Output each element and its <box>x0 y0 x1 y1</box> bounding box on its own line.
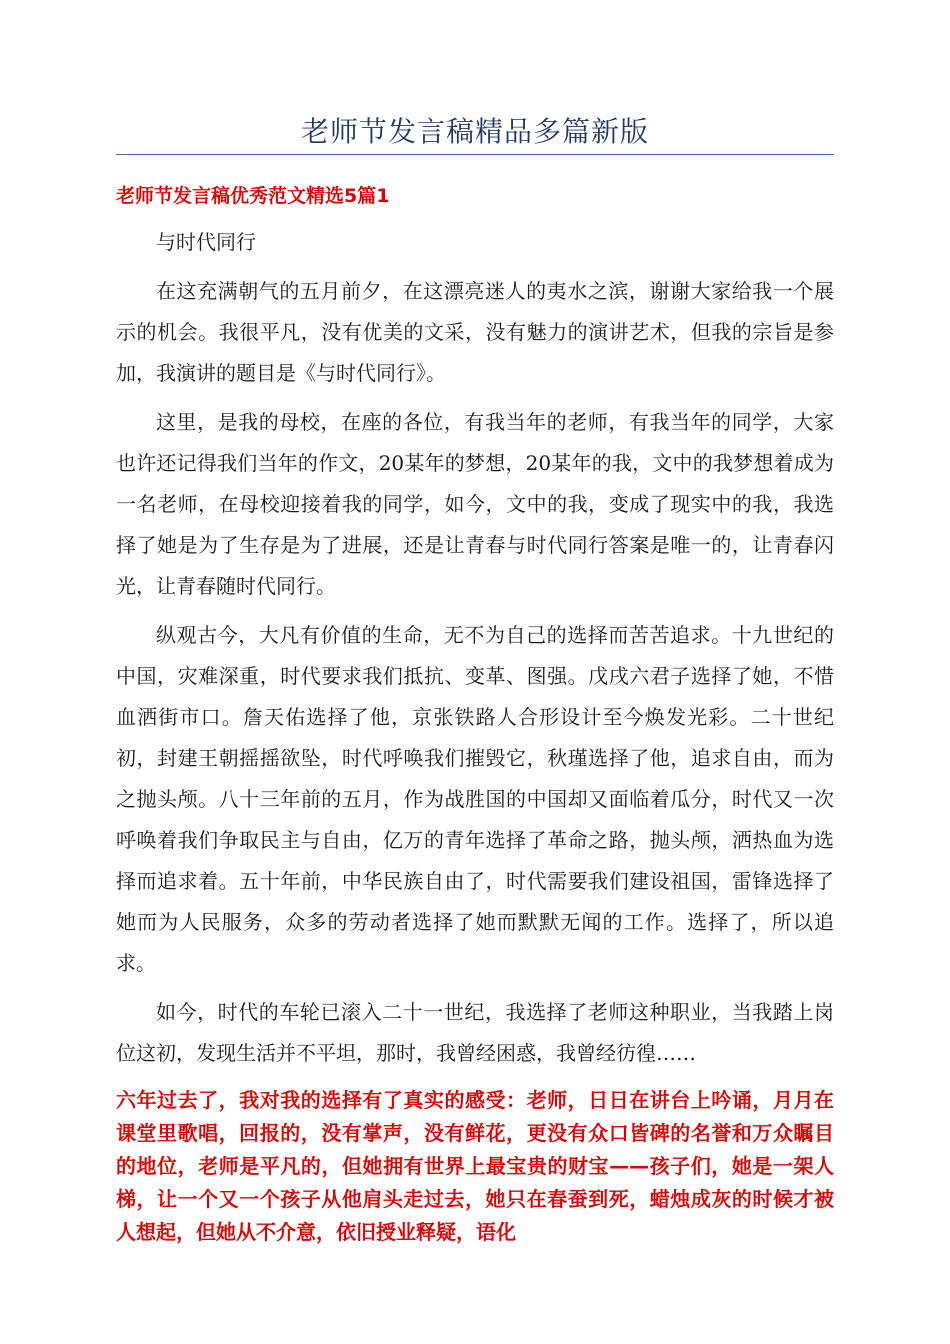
document-title: 老师节发言稿精品多篇新版 <box>300 115 649 148</box>
section-heading: 老师节发言稿优秀范文精选5篇1 <box>116 185 390 207</box>
highlight-paragraph: 六年过去了，我对我的选择有了真实的感受：老师，日日在讲台上吟诵，月月在课堂里歌唱，回报的，没有掌声，没有鲜花，更没有众口皆碑的名誉和万众瞩目的地位，老师是平凡的，但她拥有世界上最宝贵的财宝——孩子们，她是一架人梯，让一个又一个孩子从他肩头走过去，她只在春蚕到死，蜡烛成灰的时候才被人想起，但她从不介意，依旧授业释疑，语化 <box>116 1088 834 1244</box>
speech-title: 与时代同行 <box>156 230 256 254</box>
title-divider <box>116 154 834 155</box>
paragraph-3: 纵观古今，大凡有价值的生命，无不为自己的选择而苦苦追求。十九世纪的中国，灾难深重，时代要求我们抵抗、变革、图强。戊戌六君子选择了她，不惜血洒街市口。詹天佑选择了他，京张铁路人合形设计至今焕发光彩。二十世纪初，封建王朝摇摇欲坠，时代呼唤我们摧毁它，秋瑾选择了他，追求自由，而为之抛头颅。八十三年前的五月，作为战胜国的中国却又面临着瓜分，时代又一次呼唤着我们争取民主与自由，亿万的青年选择了革命之路，抛头颅，洒热血为选择而追求着。五十年前，中华民族自由了，时代需要我们建设祖国，雷锋选择了她而为人民服务，众多的劳动者选择了她而默默无闻的工作。选择了，所以追求。 <box>116 623 834 975</box>
paragraph-4: 如今，时代的车轮已滚入二十一世纪，我选择了老师这种职业，当我踏上岗位这初，发现生活并不平坦，那时，我曾经困惑，我曾经彷徨…… <box>116 1000 834 1065</box>
paragraph-1: 在这充满朝气的五月前夕，在这漂亮迷人的夷水之滨，谢谢大家给我一个展示的机会。我很平凡，没有优美的文采，没有魅力的演讲艺术，但我的宗旨是参加，我演讲的题目是《与时代同行》。 <box>116 279 834 385</box>
paragraph-2: 这里，是我的母校，在座的各位，有我当年的老师，有我当年的同学，大家也许还记得我们当年的作文，20某年的梦想，20某年的我，文中的我梦想着成为一名老师，在母校迎接着我的同学，如今，文中的我，变成了现实中的我，我选择了她是为了生存是为了进展，还是让青春与时代同行答案是唯一的，让青春闪光，让青春随时代同行。 <box>116 410 834 598</box>
document-body <box>116 222 834 1249</box>
